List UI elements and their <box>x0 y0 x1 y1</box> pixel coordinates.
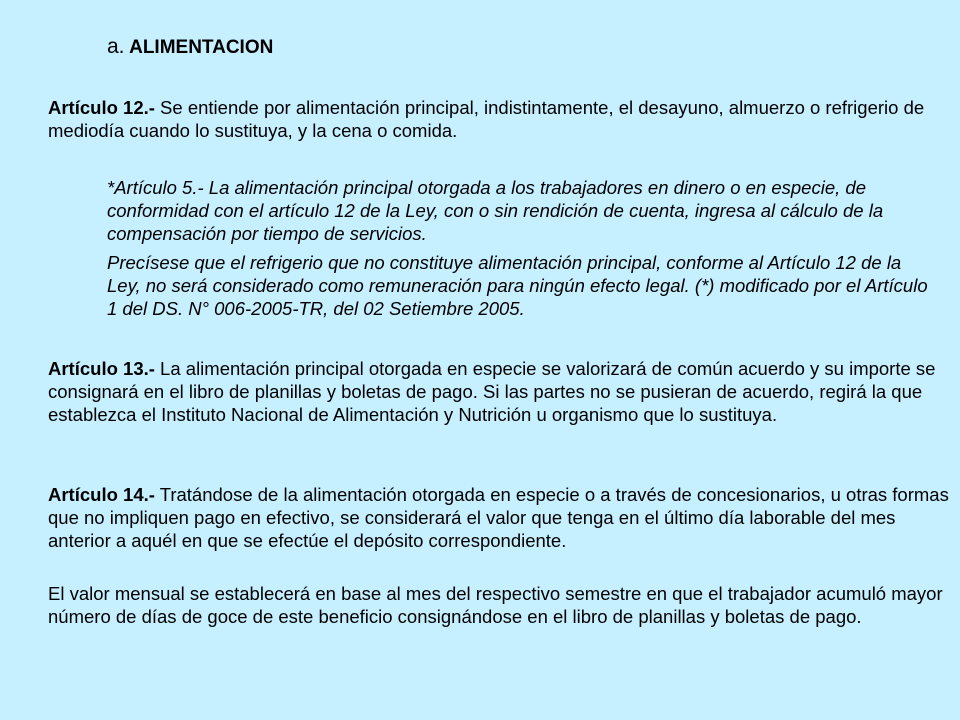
article-13 <box>48 357 958 426</box>
article-label: Artículo 14.- <box>48 484 155 505</box>
article-text: La alimentación principal otorgada a los trabajadores en dinero o en especie, de conformidad con el artículo 12 de la Ley, con o sin rendición de cuenta, ingresa al cálculo de la compensación por tiempo de servicios. <box>107 177 884 244</box>
section-title: ALIMENTACION <box>129 37 274 58</box>
article-text: Se entiende por alimentación principal, indistintamente, el desayuno, almuerzo o refrigerio de mediodía cuando lo sustituya, y la cena o comida. <box>48 97 925 141</box>
section-heading <box>107 35 273 59</box>
article-14 <box>48 483 958 552</box>
section-letter: a. <box>107 35 125 58</box>
article-label: Artículo 12.- <box>48 97 155 118</box>
article-5 <box>107 176 937 245</box>
article-label: Artículo 13.- <box>48 358 155 379</box>
article-text: La alimentación principal otorgada en especie se valorizará de común acuerdo y su importe se consignará en el libro de planillas y boletas de pago. Si las partes no se pusieran de acuerdo, regirá la que establezca el Instituto Nacional de Alimentación y Nutrición u organismo que lo sustituya. <box>48 358 936 425</box>
article-12 <box>48 96 958 142</box>
article-5-continuation: Precísese que el refrigerio que no constituye alimentación principal, conforme al Artículo 12 de la Ley, no será considerado como remuneración para ningún efecto legal. (*) modificado por el Artículo 1 del DS. N° 006-2005-TR, del 02 Setiembre 2005. <box>107 252 928 319</box>
article-label: *Artículo 5.- <box>107 177 204 198</box>
article-14-continuation: El valor mensual se establecerá en base al mes del respectivo semestre en que el trabajador acumuló mayor número de días de goce de este beneficio consignándose en el libro de planillas y boletas de pago. <box>48 583 943 627</box>
article-text: Tratándose de la alimentación otorgada en especie o a través de concesionarios, u otras formas que no impliquen pago en efectivo, se considerará el valor que tenga en el último día laborable del mes anterior a aquél en que se efectúe el depósito correspondiente. <box>48 484 949 551</box>
